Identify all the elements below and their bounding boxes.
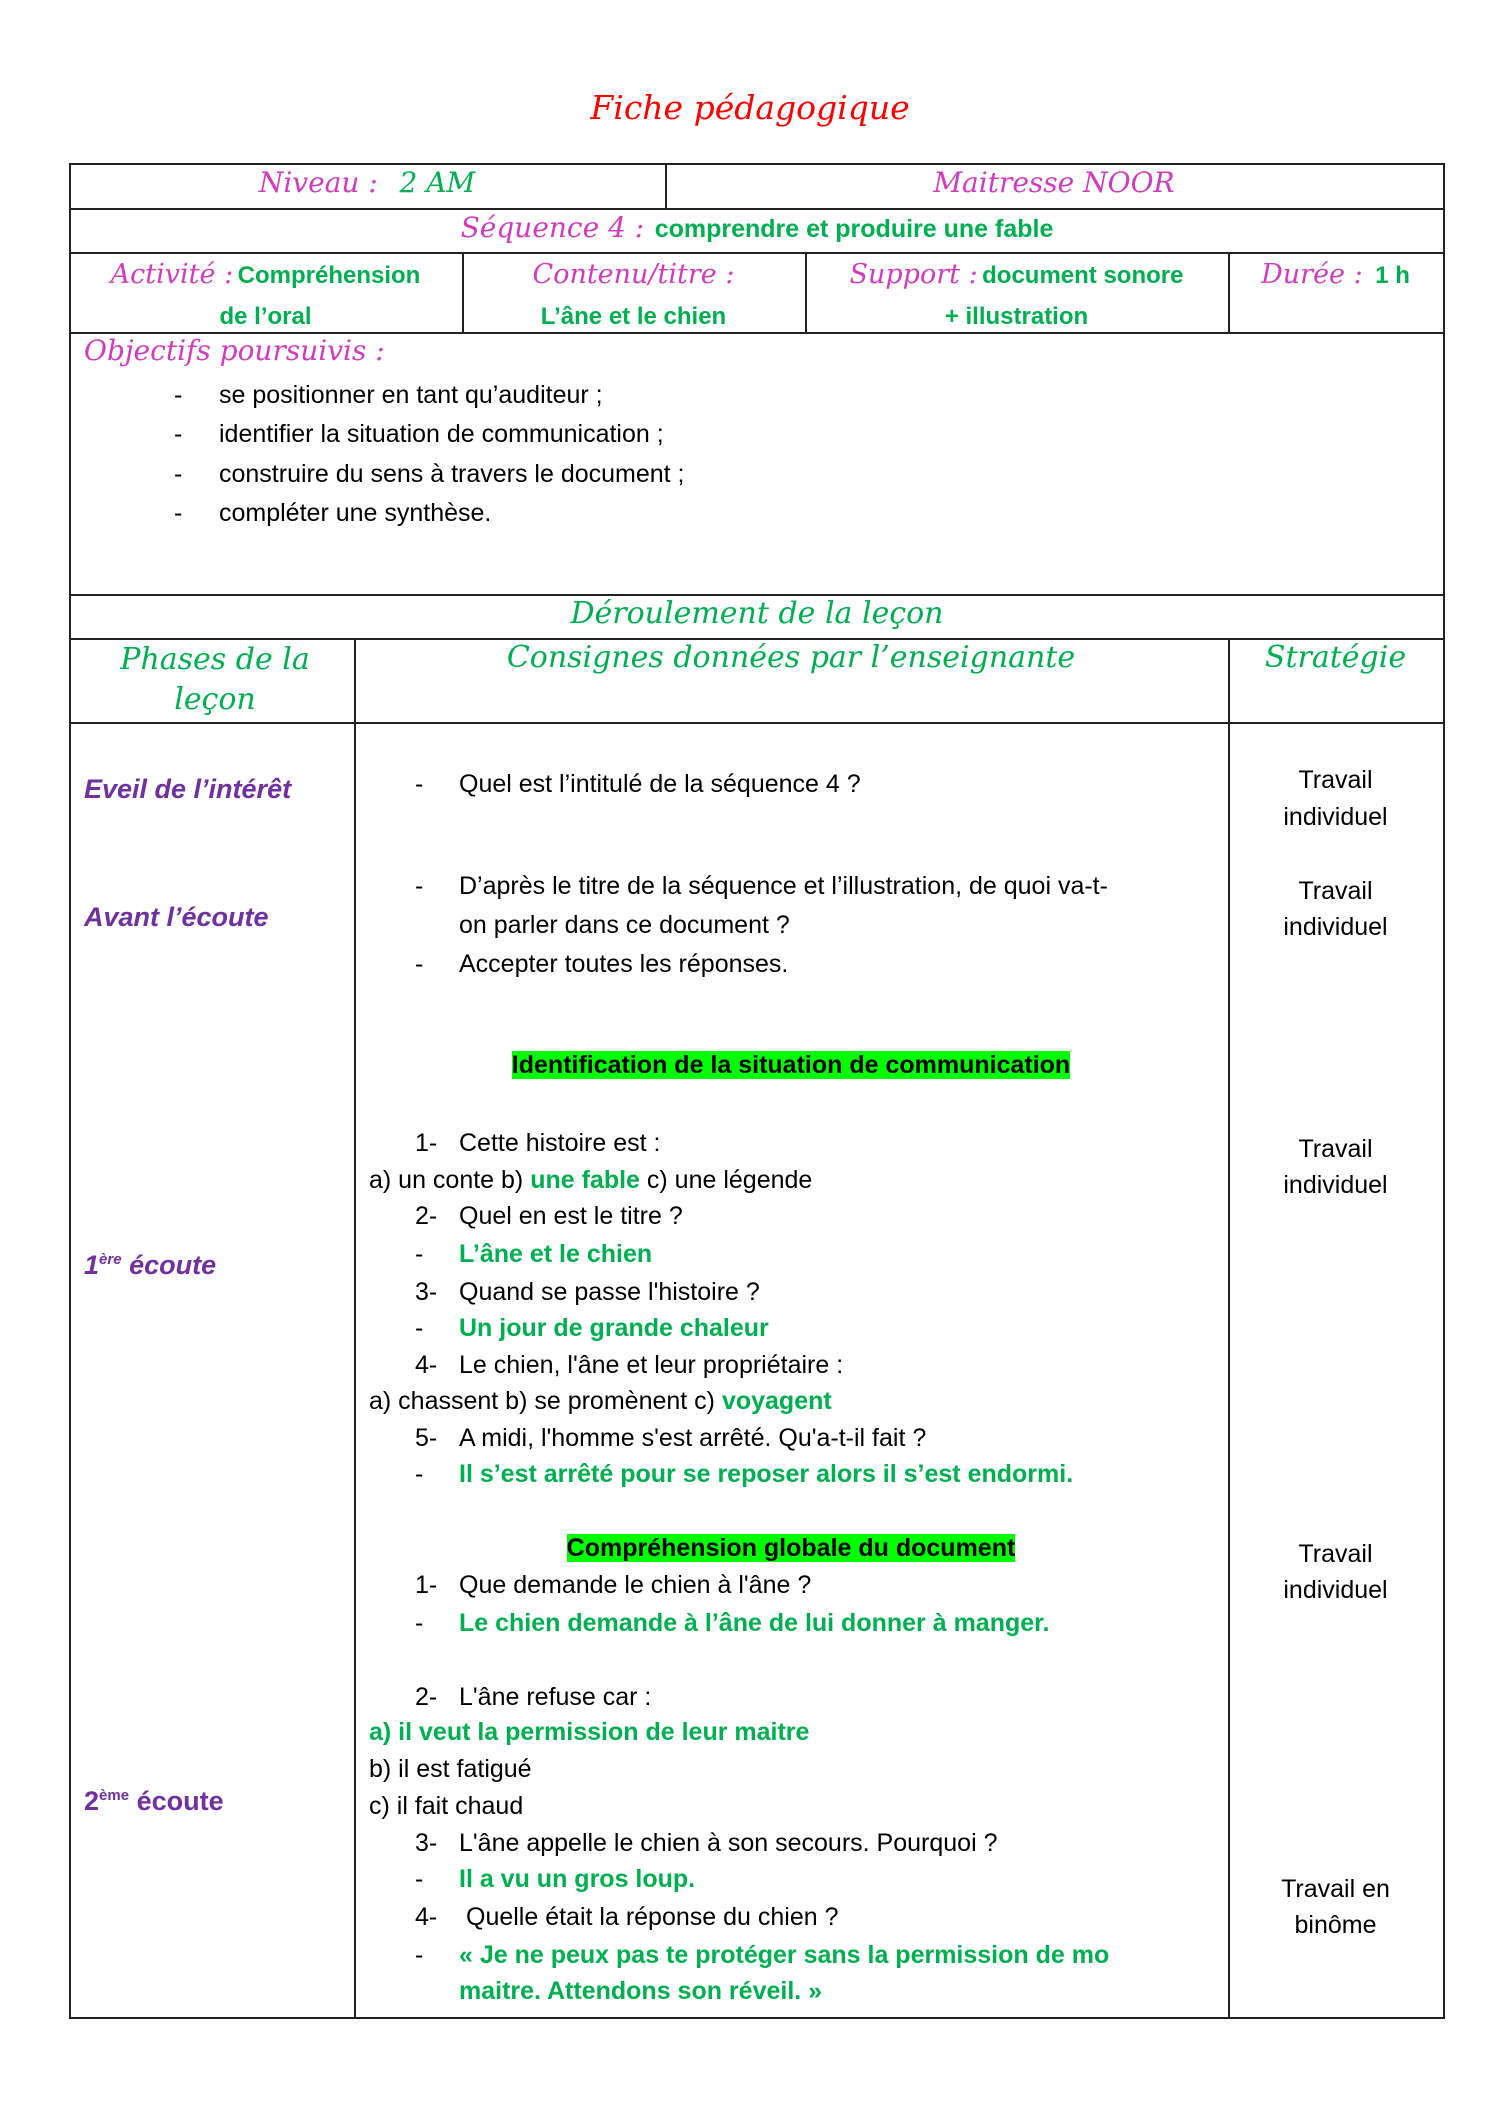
support-value-2: + illustration: [944, 303, 1089, 330]
bullet-dash: -: [415, 950, 424, 978]
divider: [69, 722, 1445, 724]
bullet-dash: -: [415, 1314, 424, 1342]
question: Cette histoire est :: [459, 1129, 661, 1157]
section-identification: Identification de la situation de communication: [511, 1051, 1071, 1079]
bullet-dash: -: [174, 460, 183, 488]
objective-item: compléter une synthèse.: [219, 499, 492, 527]
item-number: 3-: [415, 1278, 438, 1306]
activite-label: Activité :: [110, 259, 234, 290]
objectives-label: Objectifs poursuivis :: [84, 334, 385, 367]
strategy: Travail en: [1281, 1875, 1390, 1903]
consigne-text: D’après le titre de la séquence et l’illustration, de quoi va-t-: [459, 872, 1108, 900]
page-title: Fiche pédagogique: [590, 88, 910, 127]
section-comprehension: Compréhension globale du document: [566, 1534, 1016, 1562]
strategy: Travail: [1298, 1540, 1373, 1568]
support-value: document sonore: [982, 262, 1184, 289]
phase-avant: Avant l’écoute: [84, 902, 269, 932]
phase-rest: écoute: [129, 1786, 224, 1816]
support-cell: [805, 256, 1228, 339]
answer: L’âne et le chien: [459, 1240, 653, 1268]
duree-value: 1 h: [1375, 262, 1410, 289]
correct-option: a) il veut la permission de leur maitre: [369, 1718, 810, 1746]
support-label: Support :: [849, 259, 978, 290]
consigne-text: Accepter toutes les réponses.: [459, 950, 789, 978]
consigne-text: on parler dans ce document ?: [459, 911, 790, 939]
activite-cell: [69, 256, 462, 339]
answer: Il a vu un gros loup.: [459, 1865, 696, 1893]
phase-sup: ère: [99, 1251, 122, 1268]
question: Le chien, l'âne et leur propriétaire :: [459, 1351, 844, 1379]
contenu-label: Contenu/titre :: [532, 259, 735, 290]
answer: Le chien demande à l’âne de lui donner à manger.: [459, 1609, 1050, 1637]
phase-num: 1: [84, 1250, 100, 1280]
strategy: Travail: [1298, 1135, 1373, 1163]
bullet-dash: -: [415, 1609, 424, 1637]
answer: maitre. Attendons son réveil. »: [459, 1977, 823, 2005]
contenu-cell: [462, 256, 805, 339]
question: Quand se passe l'histoire ?: [459, 1278, 760, 1306]
niveau-cell: [69, 166, 665, 199]
question: A midi, l'homme s'est arrêté. Qu'a-t-il fait ?: [459, 1424, 927, 1452]
answer: « Je ne peux pas te protéger sans la permission de mo: [459, 1941, 1110, 1969]
correct-option: voyagent: [721, 1387, 832, 1415]
item-number: 3-: [415, 1829, 438, 1857]
activite-value: Compréhension: [237, 262, 421, 289]
sequence-label: Séquence 4 :: [460, 211, 645, 244]
question: L'âne refuse car :: [459, 1683, 652, 1711]
divider: [69, 252, 1445, 254]
bullet-dash: -: [174, 381, 183, 409]
consigne-text: Quel est l’intitulé de la séquence 4 ?: [459, 770, 861, 798]
phase-sup: ème: [99, 1787, 130, 1804]
item-number: 5-: [415, 1424, 438, 1452]
niveau-label: Niveau :: [258, 166, 378, 199]
item-number: 4-: [415, 1351, 438, 1379]
correct-option: une fable: [530, 1166, 640, 1194]
sequence-value: comprendre et produire une fable: [654, 215, 1054, 243]
divider: [69, 208, 1445, 210]
strategy: individuel: [1283, 913, 1388, 941]
divider: [69, 163, 1445, 165]
bullet-dash: -: [174, 499, 183, 527]
strategy: Travail: [1298, 877, 1373, 905]
phase-rest: écoute: [121, 1250, 217, 1280]
option-text: a) chassent b) se promènent c): [369, 1387, 722, 1415]
answer: Il s’est arrêté pour se reposer alors il s’est endormi.: [459, 1460, 1074, 1488]
bullet-dash: -: [174, 420, 183, 448]
divider: [354, 638, 356, 2018]
bullet-dash: -: [415, 770, 424, 798]
answer-options: [369, 1163, 812, 1197]
teacher-name: Maitresse NOOR: [933, 166, 1175, 199]
item-number: 2-: [415, 1683, 438, 1711]
item-number: 1-: [415, 1571, 438, 1599]
niveau-value: 2 AM: [399, 166, 476, 199]
bullet-dash: -: [415, 1941, 424, 1969]
strategy: individuel: [1283, 1576, 1388, 1604]
divider: [1443, 163, 1445, 2019]
objective-item: identifier la situation de communication ;: [219, 420, 664, 448]
bullet-dash: -: [415, 1460, 424, 1488]
item-number: 1-: [415, 1129, 438, 1157]
answer-options: [369, 1384, 832, 1418]
phase-premiere-ecoute: [84, 1243, 216, 1282]
section-heading: [354, 1048, 1228, 1082]
lesson-title: Déroulement de la leçon: [570, 596, 944, 631]
answer: Un jour de grande chaleur: [459, 1314, 769, 1342]
item-number: 4-: [415, 1903, 438, 1931]
divider: [1228, 638, 1230, 2018]
strategy: individuel: [1283, 803, 1388, 831]
contenu-value: L’âne et le chien: [540, 303, 727, 330]
strategy: binôme: [1294, 1911, 1377, 1939]
bullet-dash: -: [415, 872, 424, 900]
bullet-dash: -: [415, 1865, 424, 1893]
col-header-strategie: Stratégie: [1264, 640, 1407, 675]
divider: [69, 163, 71, 2019]
strategy: Travail: [1298, 766, 1373, 794]
objective-item: construire du sens à travers le document ;: [219, 460, 685, 488]
phase-deuxieme-ecoute: [84, 1779, 224, 1818]
question: Quel en est le titre ?: [459, 1202, 683, 1230]
strategy: individuel: [1283, 1171, 1388, 1199]
item-number: 2-: [415, 1202, 438, 1230]
duree-cell: [1228, 256, 1443, 298]
option-text: c) une légende: [639, 1166, 813, 1194]
col-header-phases: Phases de la leçon: [120, 642, 310, 717]
option-text: b) il est fatigué: [369, 1755, 532, 1783]
bullet-dash: -: [415, 1240, 424, 1268]
question: L'âne appelle le chien à son secours. Pourquoi ?: [459, 1829, 998, 1857]
sequence-cell: [69, 211, 1445, 244]
section-heading: [354, 1531, 1228, 1565]
activite-value-2: de l’oral: [219, 303, 312, 330]
duree-label: Durée :: [1261, 259, 1363, 290]
phase-eveil: Eveil de l’intérêt: [84, 774, 292, 804]
col-header-consignes: Consignes données par l’enseignante: [506, 640, 1076, 675]
phase-num: 2: [84, 1786, 100, 1816]
divider: [69, 2017, 1445, 2019]
option-text: c) il fait chaud: [369, 1792, 524, 1820]
option-text: a) un conte b): [369, 1166, 531, 1194]
question: Quelle était la réponse du chien ?: [466, 1903, 839, 1931]
objective-item: se positionner en tant qu’auditeur ;: [219, 381, 603, 409]
question: Que demande le chien à l'âne ?: [459, 1571, 812, 1599]
